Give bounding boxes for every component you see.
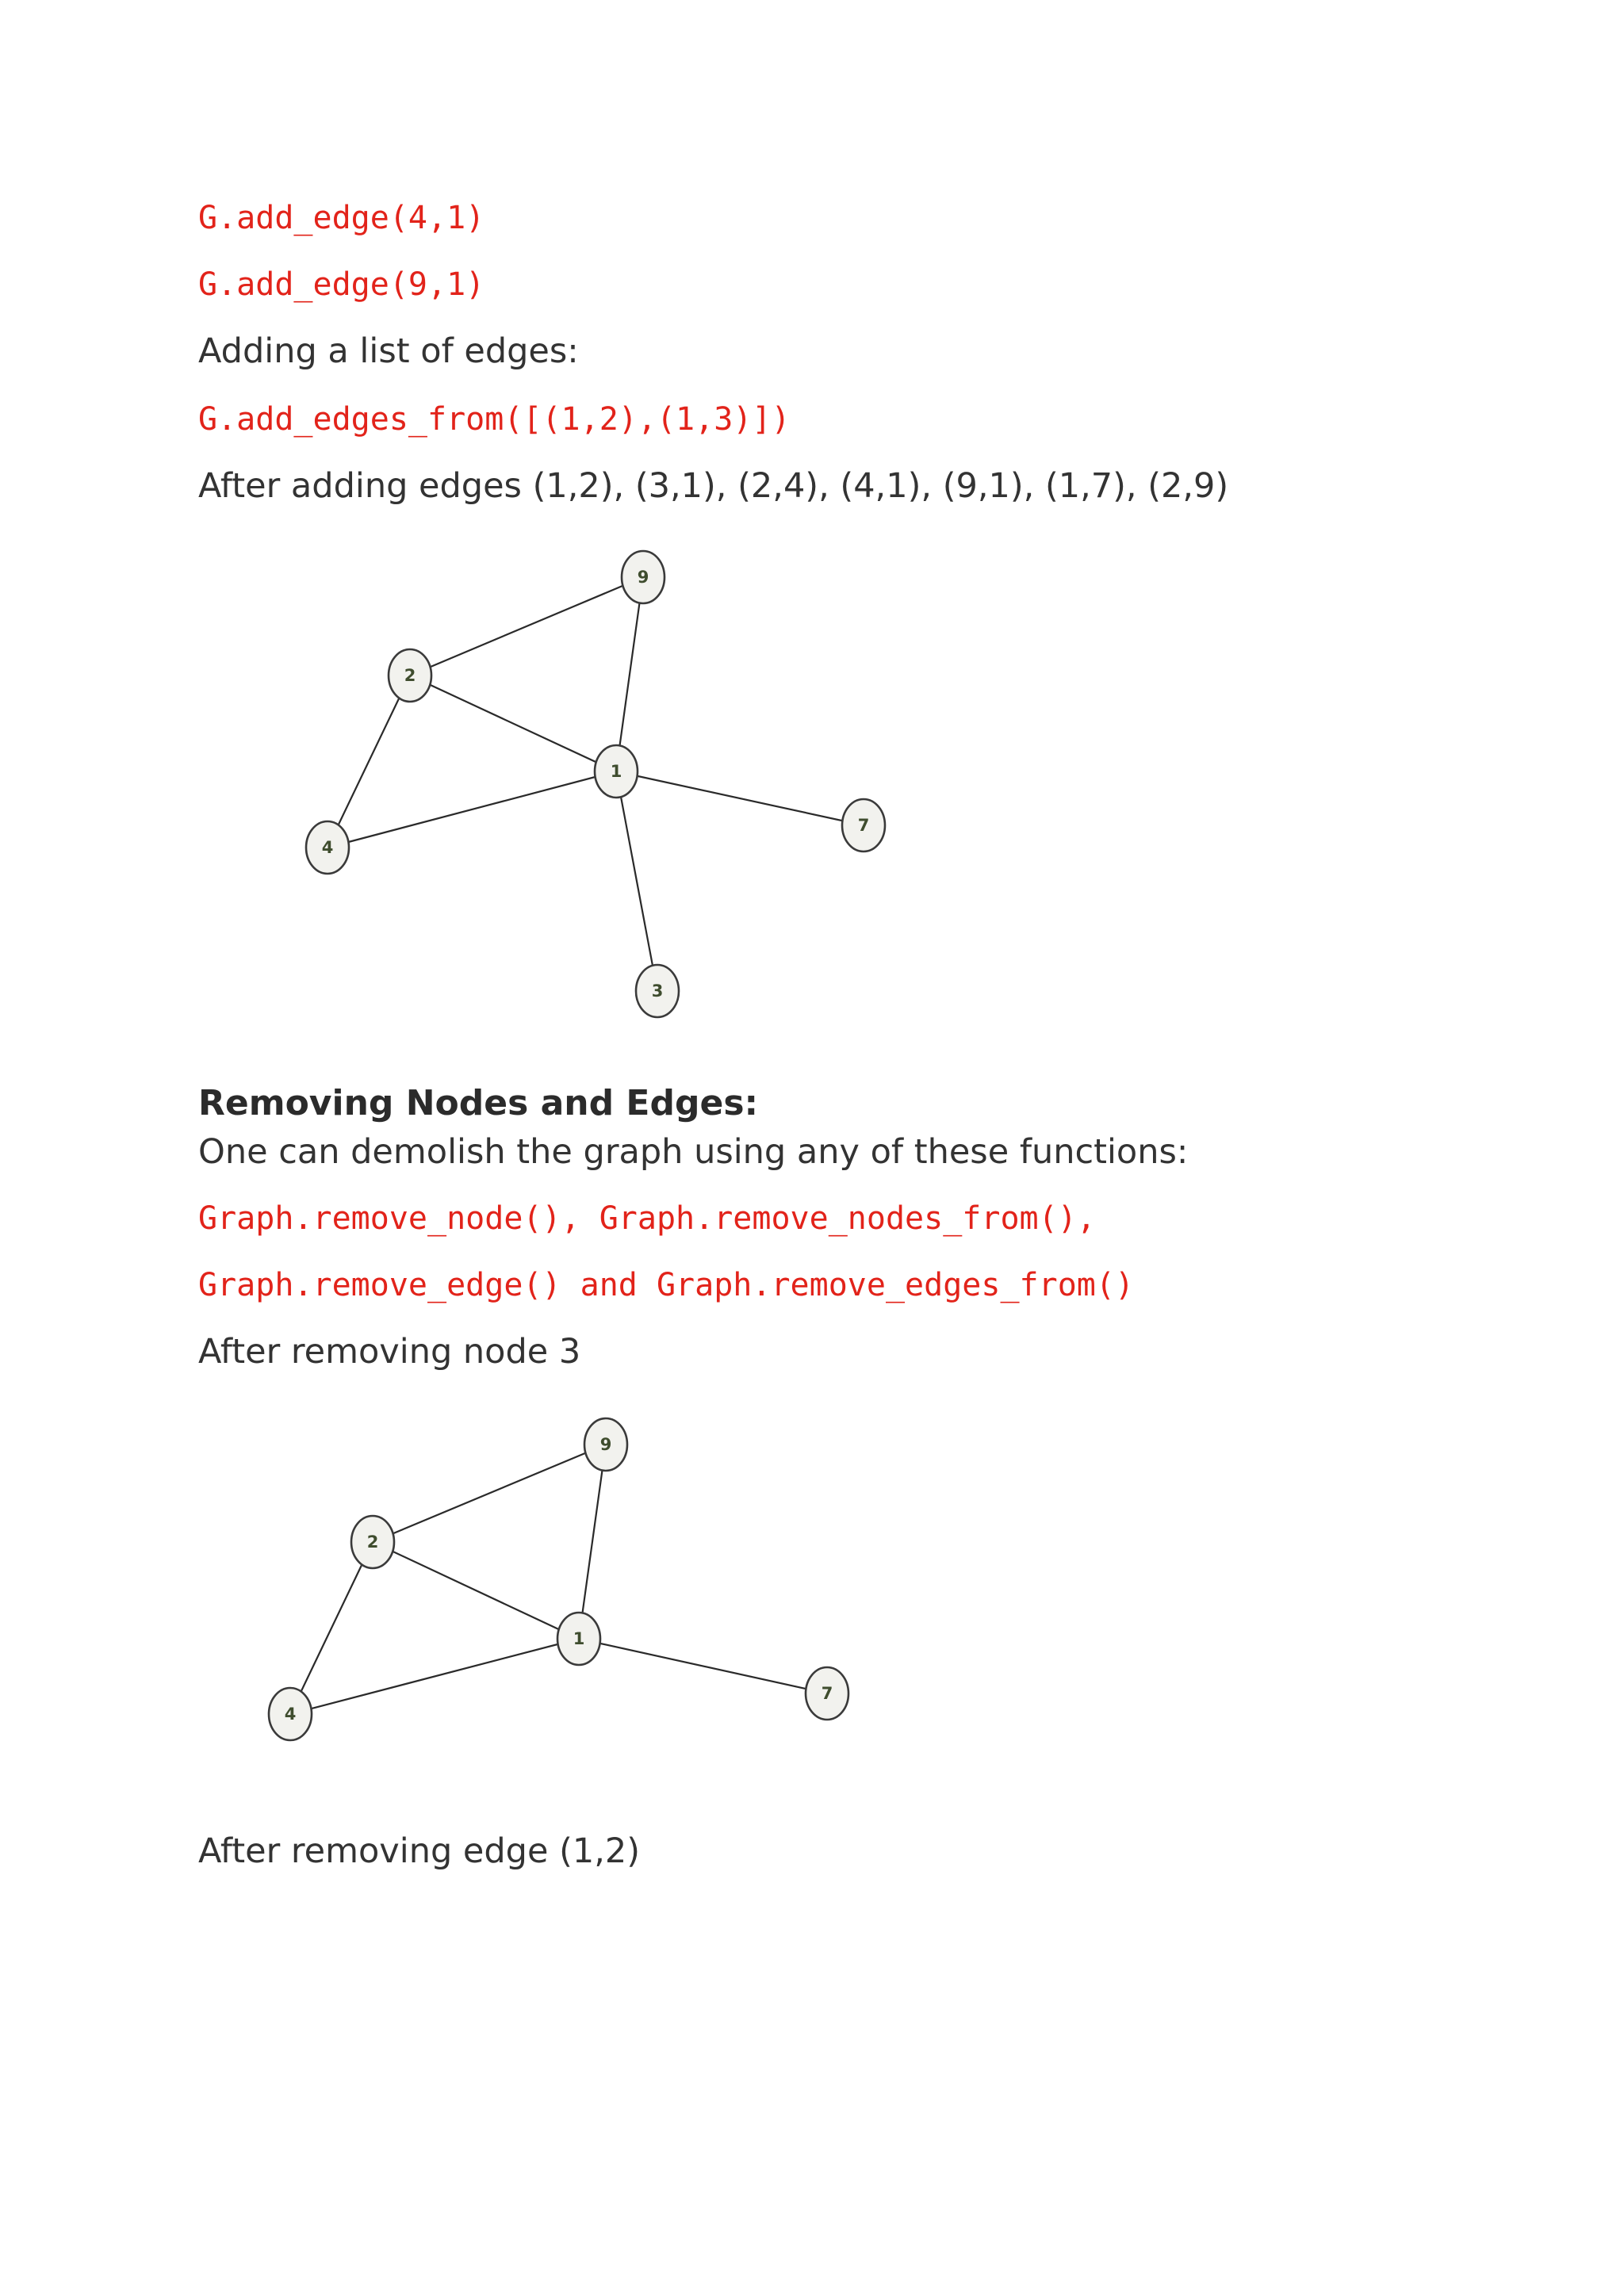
node-label: 1 [573,1629,585,1648]
node-label: 2 [366,1533,379,1552]
node-label: 1 [610,762,622,781]
text-after-adding-edges: After adding edges (1,2), (3,1), (2,4), (4,1), (9,1), (1,7), (2,9) [198,466,1229,506]
code-add-edges-from: G.add_edges_from([(1,2),(1,3)]) [198,401,791,438]
node-4 [269,1688,312,1740]
node-label: 4 [284,1705,297,1724]
text-after-removing-edge: After removing edge (1,2) [198,1831,641,1871]
edge-2-4 [290,1542,373,1714]
edge-1-7 [579,1639,827,1693]
node-1 [557,1613,600,1665]
edge-9-1 [579,1445,606,1639]
node-7 [806,1667,848,1720]
node-label: 3 [651,982,664,1001]
edge-4-1 [290,1639,579,1714]
text-after-removing-node: After removing node 3 [198,1332,581,1372]
node-label: 2 [404,666,416,685]
edge-2-9 [373,1445,606,1542]
code-remove-line-1: Graph.remove_node(), Graph.remove_nodes_from(), [198,1200,1096,1237]
node-label: 7 [857,816,870,835]
node-label: 9 [599,1435,612,1454]
text-adding-list: Adding a list of edges: [198,331,579,371]
edge-2-1 [373,1542,579,1639]
node-2 [351,1516,394,1568]
node-9 [584,1418,627,1471]
code-line-add-edge-4-1: G.add_edge(4,1) [198,200,485,236]
section-heading: Removing Nodes and Edges: [198,1083,759,1123]
code-remove-line-2: Graph.remove_edge() and Graph.remove_edges_from() [198,1267,1135,1303]
node-label: 9 [637,568,649,587]
text-demolish: One can demolish the graph using any of these functions: [198,1132,1189,1172]
code-line-add-edge-9-1: G.add_edge(9,1) [198,266,485,303]
node-label: 4 [321,838,334,857]
node-label: 7 [821,1684,833,1703]
